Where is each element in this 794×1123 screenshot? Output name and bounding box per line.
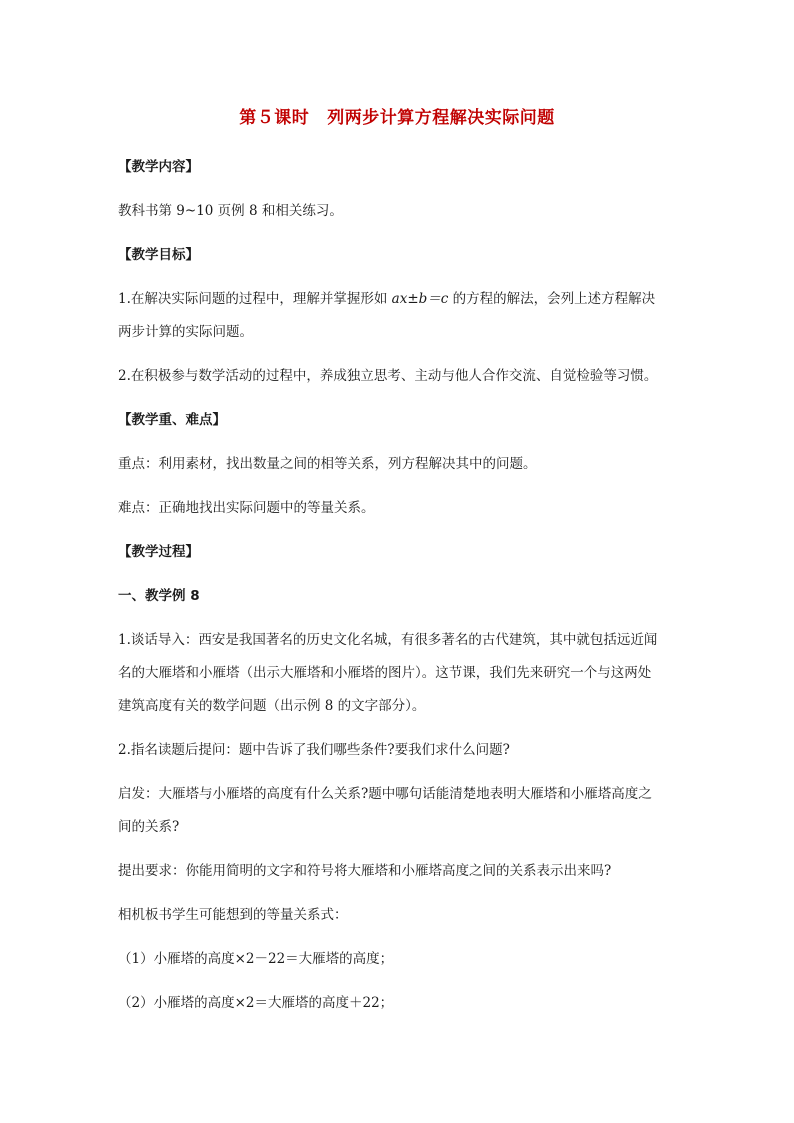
step-2: 2.指名读题后提问：题中告诉了我们哪些条件?要我们求什么问题? (118, 742, 510, 758)
relation-1: （1）小雁塔的高度×2－22＝大雁塔的高度； (118, 951, 394, 967)
goal-1-equation: ax±b＝c (391, 291, 449, 307)
goal-1-text-a: 1.在解决实际问题的过程中，理解并掌握形如 (118, 291, 392, 307)
goal-2: 2.在积极参与数学活动的过程中，养成独立思考、主动与他人合作交流、自觉检验等习惯。 (118, 368, 658, 384)
step-1-line-1: 1.谈话导入：西安是我国著名的历史文化名城，有很多著名的古代建筑，其中就包括远近闻 (118, 632, 658, 648)
board-note: 相机板书学生可能想到的等量关系式： (118, 907, 348, 923)
difficult-point: 难点：正确地找出实际问题中的等量关系。 (118, 500, 375, 516)
request-text: 提出要求：你能用简明的文字和符号将大雁塔和小雁塔高度之间的关系表示出来吗? (118, 863, 612, 879)
part-one-heading: 一、教学例 8 (118, 588, 200, 604)
key-point: 重点：利用素材，找出数量之间的相等关系，列方程解决其中的问题。 (118, 456, 537, 472)
process-heading: 【教学过程】 (118, 544, 199, 560)
title-lesson-number: 第５课时 (239, 108, 310, 128)
relation-2: （2）小雁塔的高度×2＝大雁塔的高度＋22； (118, 995, 394, 1011)
step-1-line-2: 名的大雁塔和小雁塔（出示大雁塔和小雁塔的图片）。这节课，我们先来研究一个与这两处 (118, 665, 652, 681)
inspire-line-1: 启发：大雁塔与小雁塔的高度有什么关系?题中哪句话能清楚地表明大雁塔和小雁塔高度之 (118, 786, 652, 802)
step-1-line-3: 建筑高度有关的数学问题（出示例 8 的文字部分）。 (118, 698, 426, 714)
title-lesson-topic: 列两步计算方程解决实际问题 (327, 108, 555, 128)
content-text: 教科书第 9~10 页例 8 和相关练习。 (118, 203, 343, 219)
keypoints-heading: 【教学重、难点】 (118, 412, 226, 428)
content-heading: 【教学内容】 (118, 159, 199, 175)
inspire-line-2: 间的关系? (118, 819, 180, 835)
goal-1-line-1 (118, 289, 688, 309)
goal-1-text-b: 的方程的解法，会列上述方程解决 (448, 291, 656, 307)
goals-heading: 【教学目标】 (118, 247, 199, 263)
page-title (0, 103, 794, 128)
goal-1-line-2: 两步计算的实际问题。 (118, 324, 253, 340)
